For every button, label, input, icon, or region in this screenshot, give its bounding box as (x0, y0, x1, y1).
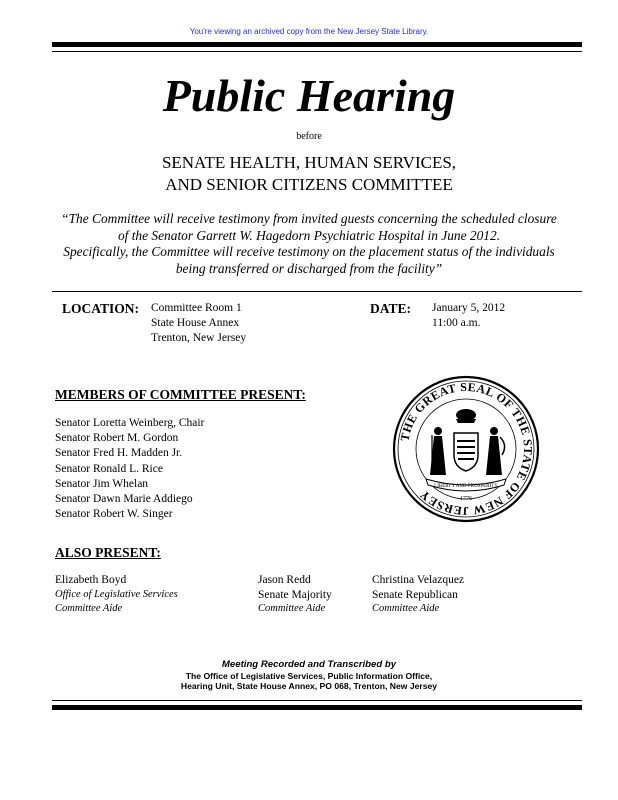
footer-line-1: Meeting Recorded and Transcribed by (221, 659, 397, 670)
member-item: Senator Jim Whelan (55, 477, 149, 490)
person-office: Office of Legislative Services (55, 588, 178, 600)
footer-line-3: Hearing Unit, State House Annex, PO 068, Trenton, New Jersey (180, 681, 438, 691)
state-seal-icon (392, 375, 540, 523)
seal-ribbon-text: LIBERTY AND PROSPERITY (434, 484, 498, 489)
hearing-description (20, 211, 598, 277)
location-details (151, 301, 246, 346)
committee-line-1: SENATE HEALTH, HUMAN SERVICES, (161, 153, 457, 172)
person-name: Christina Velazquez (372, 574, 465, 586)
date-line: January 5, 2012 (432, 302, 506, 314)
member-item: Senator Robert W. Singer (55, 508, 173, 521)
description-line: “The Committee will receive testimony from invited guests concerning the scheduled closure (61, 211, 557, 226)
top-rule-thick (52, 42, 582, 47)
also-present-person (372, 573, 464, 617)
archive-notice[interactable]: You're viewing an archived copy from the New Jersey State Library. (189, 27, 429, 36)
location-line: Trenton, New Jersey (151, 332, 247, 344)
committee-line-2: AND SENIOR CITIZENS COMMITTEE (165, 175, 453, 194)
location-line: State House Annex (151, 317, 240, 329)
date-details (432, 301, 505, 331)
bottom-rule-thick (52, 705, 582, 710)
seal-ring-text: THE GREAT SEAL OF THE STATE OF NEW JERSEY (397, 379, 536, 519)
before-label: before (296, 131, 322, 142)
document-title: Public Hearing (162, 70, 456, 121)
member-item: Senator Loretta Weinberg, Chair (55, 417, 205, 429)
location-line: Committee Room 1 (151, 302, 242, 314)
also-present-heading: ALSO PRESENT: (55, 545, 161, 560)
person-role: Committee Aide (258, 603, 326, 614)
bottom-rule-thin (52, 700, 582, 701)
member-item: Senator Ronald L. Rice (55, 462, 163, 475)
member-item: Senator Fred H. Madden Jr. (55, 447, 183, 460)
person-name: Elizabeth Boyd (55, 574, 127, 586)
person-name: Jason Redd (258, 574, 311, 586)
seal-year: 1776 (460, 496, 472, 502)
location-label: LOCATION: (62, 301, 140, 316)
person-role: Committee Aide (372, 603, 440, 614)
person-role: Committee Aide (55, 603, 123, 614)
description-line: of the Senator Garrett W. Hagedorn Psychiatric Hospital in June 2012. (117, 227, 501, 243)
members-list (55, 416, 204, 522)
also-present-person (55, 573, 178, 617)
also-present-person (258, 573, 332, 617)
member-item: Senator Dawn Marie Addiego (55, 493, 193, 506)
person-office: Senate Republican (372, 588, 458, 601)
members-heading: MEMBERS OF COMMITTEE PRESENT: (55, 387, 306, 402)
date-label: DATE: (370, 301, 412, 316)
date-line: 11:00 a.m. (432, 317, 481, 329)
description-line: Specifically, the Committee will receive testimony on the placement status of the individuals (63, 244, 555, 259)
footer-line-2: The Office of Legislative Services, Public Information Office, (185, 670, 433, 681)
person-office: Senate Majority (258, 588, 332, 601)
member-item: Senator Robert M. Gordon (55, 432, 179, 445)
description-line: being transferred or discharged from the facility” (175, 260, 443, 276)
committee-name (0, 152, 618, 196)
top-rule-thin (52, 51, 582, 52)
section-rule (52, 291, 582, 292)
transcription-credit (0, 660, 618, 692)
